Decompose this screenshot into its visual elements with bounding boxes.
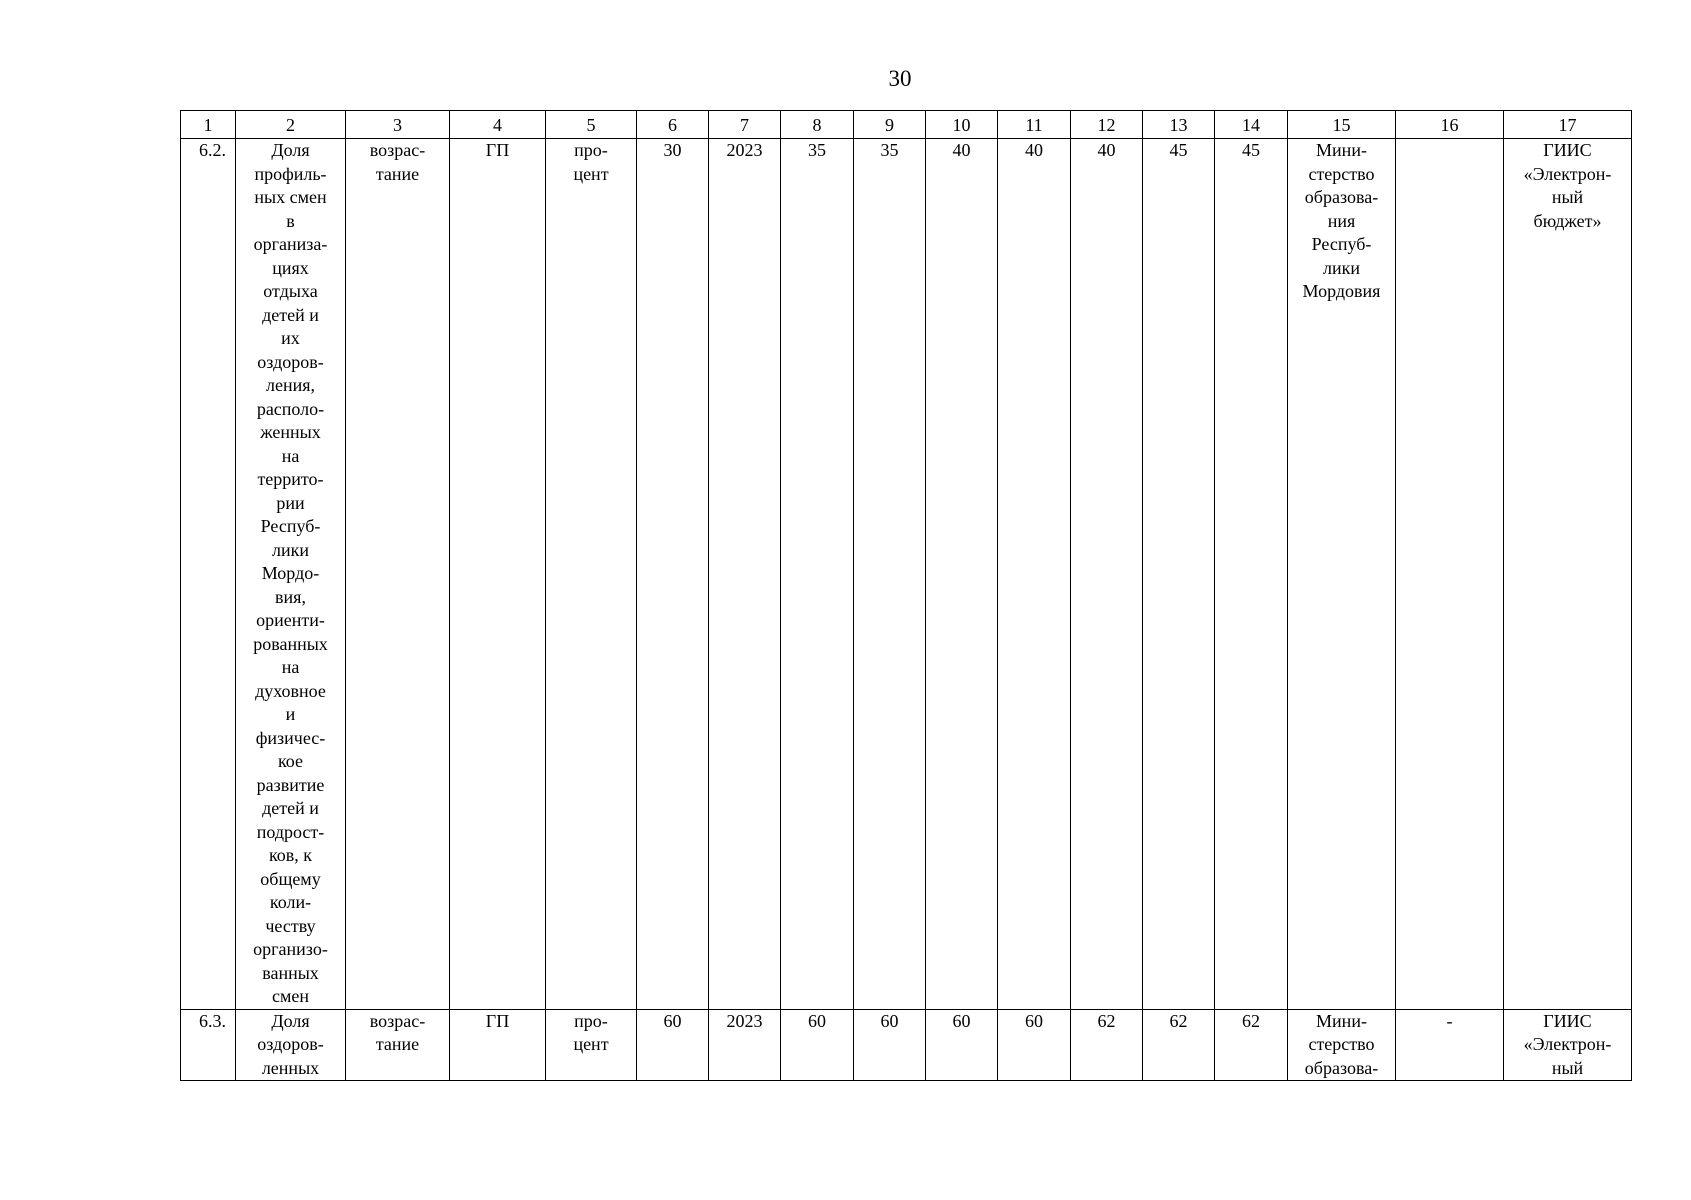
year-value: 35	[781, 139, 854, 1010]
indicators-table	[180, 110, 1632, 1081]
information-system: ГИИС «Электрон- ный	[1504, 1009, 1632, 1081]
year-value: 62	[1143, 1009, 1215, 1081]
year-value: 62	[1071, 1009, 1143, 1081]
column-16: -	[1396, 1009, 1504, 1081]
trend: возрас- тание	[346, 1009, 450, 1081]
base-year: 2023	[709, 1009, 781, 1081]
column-header: 10	[926, 111, 998, 139]
column-header: 5	[546, 111, 637, 139]
column-header: 1	[181, 111, 236, 139]
year-value: 40	[926, 139, 998, 1010]
year-value: 60	[854, 1009, 926, 1081]
indicator-name: Доля профиль- ных смен в организа- циях отдыха детей и их оздоров- ления, располо- женных на террито- рии Респуб- лики Мордо- вия, ориенти- рованных на духовное и физичес- кое развитие детей и подрост- ков, к общему коли- честву организо- ванных смен	[236, 139, 346, 1010]
row-number: 6.2.	[181, 139, 236, 1010]
table-row	[181, 139, 1632, 1010]
indicator-name: Доля оздоров- ленных	[236, 1009, 346, 1081]
column-header: 2	[236, 111, 346, 139]
year-value: 45	[1143, 139, 1215, 1010]
column-header: 14	[1215, 111, 1288, 139]
column-number-row	[181, 111, 1632, 139]
unit: про- цент	[546, 139, 637, 1010]
column-header: 16	[1396, 111, 1504, 139]
base-value: 30	[637, 139, 709, 1010]
column-header: 3	[346, 111, 450, 139]
responsible: Мини- стерство образова- ния Респуб- лики Мордовия	[1288, 139, 1396, 1010]
year-value: 45	[1215, 139, 1288, 1010]
column-header: 9	[854, 111, 926, 139]
year-value: 62	[1215, 1009, 1288, 1081]
year-value: 60	[926, 1009, 998, 1081]
base-value: 60	[637, 1009, 709, 1081]
responsible: Мини- стерство образова-	[1288, 1009, 1396, 1081]
year-value: 40	[998, 139, 1071, 1010]
column-header: 12	[1071, 111, 1143, 139]
year-value: 40	[1071, 139, 1143, 1010]
column-header: 17	[1504, 111, 1632, 139]
year-value: 60	[998, 1009, 1071, 1081]
column-header: 6	[637, 111, 709, 139]
column-header: 8	[781, 111, 854, 139]
row-number: 6.3.	[181, 1009, 236, 1081]
column-header: 4	[450, 111, 546, 139]
information-system: ГИИС «Электрон- ный бюджет»	[1504, 139, 1632, 1010]
column-16	[1396, 139, 1504, 1010]
table-row	[181, 1009, 1632, 1081]
year-value: 60	[781, 1009, 854, 1081]
base-year: 2023	[709, 139, 781, 1010]
unit: про- цент	[546, 1009, 637, 1081]
column-header: 15	[1288, 111, 1396, 139]
column-header: 13	[1143, 111, 1215, 139]
column-header: 7	[709, 111, 781, 139]
column-header: 11	[998, 111, 1071, 139]
trend: возрас- тание	[346, 139, 450, 1010]
level: ГП	[450, 1009, 546, 1081]
year-value: 35	[854, 139, 926, 1010]
level: ГП	[450, 139, 546, 1010]
page-number: 30	[888, 66, 912, 91]
